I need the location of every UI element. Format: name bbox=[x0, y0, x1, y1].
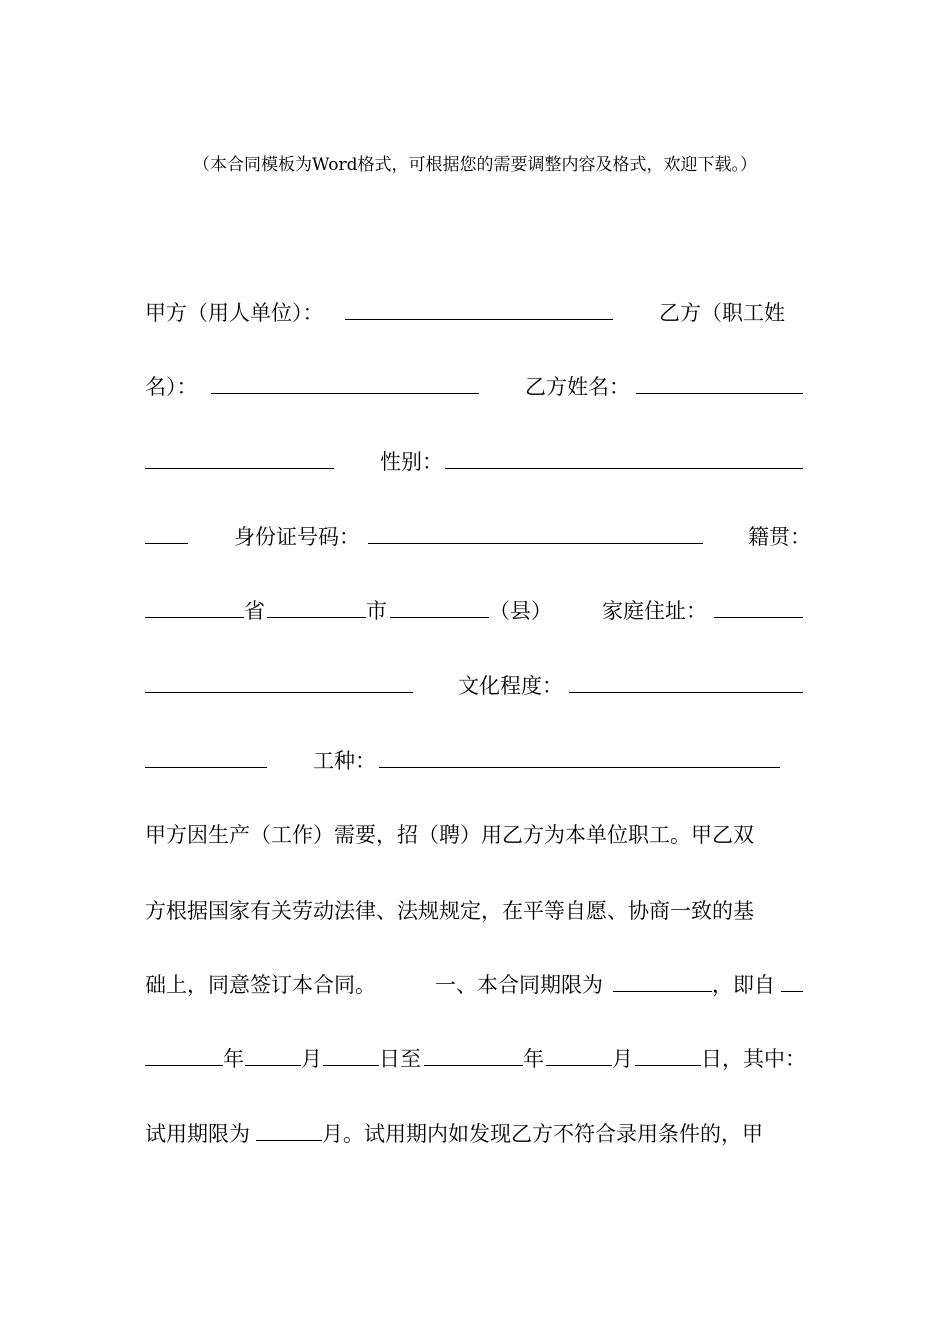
home-address-label: 家庭住址： bbox=[602, 599, 707, 623]
party-b-name-label-end: 名）： bbox=[145, 375, 198, 399]
body-line-3 bbox=[145, 965, 803, 1005]
city-label: 市 bbox=[366, 599, 387, 623]
party-a-field[interactable] bbox=[345, 319, 613, 320]
end-month-field[interactable] bbox=[546, 1065, 612, 1066]
county-label: （县） bbox=[489, 599, 552, 623]
contract-term-field[interactable] bbox=[613, 991, 712, 992]
start-month-label: 月 bbox=[301, 1047, 322, 1071]
gender-label: 性别： bbox=[380, 450, 443, 474]
id-number-label: 身份证号码： bbox=[234, 525, 360, 549]
end-year-label: 年 bbox=[523, 1047, 544, 1071]
education-label: 文化程度： bbox=[458, 674, 563, 698]
end-day-field[interactable] bbox=[635, 1065, 701, 1066]
start-day-field[interactable] bbox=[323, 1065, 379, 1066]
start-month-field[interactable] bbox=[245, 1065, 301, 1066]
body-line-4 bbox=[145, 1039, 806, 1079]
body-line-1 bbox=[145, 815, 803, 855]
end-day-label: 日，其中： bbox=[701, 1047, 806, 1071]
gender-field[interactable] bbox=[445, 468, 803, 469]
end-month-label: 月 bbox=[612, 1047, 633, 1071]
form-line-id bbox=[145, 517, 811, 557]
body-text-2: 方根据国家有关劳动法律、法规规定，在平等自愿、协商一致的基 bbox=[145, 899, 754, 923]
city-field[interactable] bbox=[267, 617, 366, 618]
form-line-party-a bbox=[145, 293, 803, 333]
start-year-field[interactable] bbox=[781, 991, 803, 992]
body-text-3a: 础上，同意签订本合同。 bbox=[145, 973, 376, 997]
trial-period-text: 月。试用期内如发现乙方不符合录用条件的，甲 bbox=[322, 1122, 763, 1146]
native-place-label: 籍贯： bbox=[748, 525, 811, 549]
body-line-2 bbox=[145, 891, 803, 931]
start-day-label: 日至 bbox=[379, 1047, 421, 1071]
party-a-label: 甲方（用人单位）： bbox=[145, 301, 324, 325]
id-number-field[interactable] bbox=[368, 543, 703, 544]
party-b-surname-field[interactable] bbox=[636, 393, 803, 394]
contract-term-label: 一、本合同期限为 bbox=[435, 973, 603, 997]
end-year-field[interactable] bbox=[424, 1065, 523, 1066]
party-b-surname-field-continued[interactable] bbox=[145, 468, 334, 469]
home-address-field-continued[interactable] bbox=[145, 692, 413, 693]
county-field[interactable] bbox=[390, 617, 489, 618]
form-line-gender bbox=[145, 442, 803, 482]
body-text-1: 甲方因生产（工作）需要，招（聘）用乙方为本单位职工。甲乙双 bbox=[145, 823, 754, 847]
trial-period-label: 试用期限为 bbox=[145, 1122, 250, 1146]
form-line-job-type bbox=[145, 741, 803, 781]
start-year-field-continued[interactable] bbox=[145, 1065, 223, 1066]
template-note: （本合同模板为Word格式，可根据您的需要调整内容及格式，欢迎下载。） bbox=[192, 155, 758, 175]
province-field[interactable] bbox=[145, 617, 244, 618]
gender-field-continued[interactable] bbox=[145, 543, 188, 544]
party-b-name-field[interactable] bbox=[211, 393, 479, 394]
job-type-label: 工种： bbox=[313, 749, 376, 773]
trial-period-field[interactable] bbox=[256, 1140, 322, 1141]
province-label: 省 bbox=[244, 599, 265, 623]
party-b-name-label-start: 乙方（职工姓 bbox=[659, 301, 785, 325]
contract-from-label: ，即自 bbox=[712, 973, 775, 997]
form-line-party-b-name bbox=[145, 367, 803, 407]
body-line-5 bbox=[145, 1114, 803, 1154]
form-line-education bbox=[145, 666, 803, 706]
job-type-field[interactable] bbox=[379, 767, 780, 768]
home-address-field[interactable] bbox=[714, 617, 803, 618]
start-year-label: 年 bbox=[223, 1047, 244, 1071]
form-line-native-place bbox=[145, 591, 803, 631]
party-b-surname-label: 乙方姓名： bbox=[525, 375, 630, 399]
education-field-continued[interactable] bbox=[145, 767, 267, 768]
education-field[interactable] bbox=[569, 692, 803, 693]
